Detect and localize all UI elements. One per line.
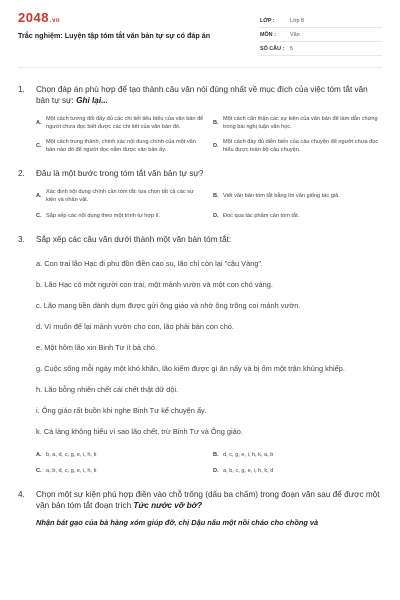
option-text: Sắp xếp các nội dung theo một trình tự hợp lí. — [46, 212, 161, 219]
options — [36, 452, 382, 475]
meta-label: LỚP : — [260, 17, 275, 24]
question-number: 1. — [18, 85, 25, 94]
option-b[interactable] — [213, 189, 382, 204]
meta-value: Lớp 8 — [290, 17, 305, 24]
header-left — [18, 10, 210, 40]
question-text-main: Chọn đáp án phù hợp để tạo thành câu văn nói đúng nhất về mục đích của việc tóm tắt văn bản tự sự: — [36, 85, 368, 105]
question-number: 3. — [18, 235, 25, 245]
option-letter: A. — [36, 119, 42, 126]
option-text: a, b, c, g, e, i, h, k, d — [223, 467, 274, 474]
sentence-item: h. Lão bỗng nhiên chết cái chết thật dữ dội. — [36, 385, 179, 395]
option-b[interactable] — [213, 452, 382, 460]
question-head — [18, 234, 382, 245]
meta-label: MÔN : — [260, 31, 276, 38]
sentence-item: c. Lão mang tiền dành dụm được gửi ông giáo và nhờ ông trông coi mảnh vườn. — [36, 301, 301, 311]
question-text — [36, 489, 382, 511]
question-4 — [18, 489, 382, 528]
page-title: Trắc nghiệm: Luyện tập tóm tắt văn bản tự sự có đáp án — [18, 31, 211, 40]
header — [18, 10, 382, 68]
option-text: b, a, d, c, g, e, i, h, k — [46, 452, 97, 459]
option-letter: B. — [213, 119, 219, 126]
option-letter: A. — [36, 452, 42, 459]
sentence-item: e. Một hôm lão xin Binh Tư ít bả chó. — [36, 343, 158, 353]
option-text: a, b, d, c, g, e, i, h, k — [46, 467, 97, 474]
question-emphasis: Ghi lại... — [76, 96, 108, 105]
meta-row-subject — [260, 28, 382, 42]
meta-label: SỐ CÂU : — [260, 45, 285, 52]
sentence-list — [36, 253, 382, 442]
option-letter: C. — [36, 142, 42, 149]
brand-logo[interactable] — [18, 10, 210, 25]
option-text: d, c, g, e, i, h, k, a, b — [223, 452, 274, 459]
option-letter: D. — [213, 142, 219, 149]
brand-name: 2048 — [18, 10, 49, 25]
option-letter: A. — [36, 193, 42, 200]
option-a[interactable] — [36, 189, 205, 204]
option-b[interactable] — [213, 116, 382, 131]
meta-value: Văn — [290, 31, 300, 38]
sentence-item: k. Cả làng không hiểu vì sao lão chết, trừ Binh Tư và Ông giáo. — [36, 427, 243, 437]
question-head — [18, 84, 382, 106]
option-d[interactable] — [213, 468, 382, 476]
meta-row-class — [260, 14, 382, 28]
question-text-main: Chọn một sự kiện phù hợp điền vào chỗ trống (dấu ba chấm) trong đoạn văn sau để được một văn bản tóm tắt đoạn trích — [36, 490, 380, 511]
question-1 — [18, 84, 382, 154]
sentence-item: b. Lão Hạc có một người con trai, một mảnh vườn và một con chó vàng. — [36, 280, 273, 290]
question-head — [18, 168, 382, 179]
sentence-item: d. Vì muốn để lại mảnh vườn cho con, lão phải bán con chó. — [36, 322, 234, 332]
option-text: Một cách tương đối đầy đủ các chi tiết tiêu biểu của văn bản để người chưa đọc biết được các chi tiết của văn bản đó. — [46, 116, 204, 130]
meta-row-count — [260, 42, 382, 56]
option-a[interactable] — [36, 116, 205, 131]
question-3 — [18, 234, 382, 475]
question-number: 4. — [18, 490, 25, 500]
option-letter: D. — [213, 212, 219, 219]
option-letter: D. — [213, 467, 219, 474]
meta-box — [260, 14, 382, 56]
option-letter: C. — [36, 467, 42, 474]
question-emphasis: Tức nước vỡ bờ — [133, 501, 198, 511]
option-letter: B. — [213, 452, 219, 459]
question-text: Sắp xếp các câu văn dưới thành một văn bản tóm tắt: — [36, 235, 232, 245]
option-text: Một cách cẩn thận các sự kiện của văn bản để làm dẫn chứng trong bài nghị luận văn học. — [223, 116, 378, 130]
option-letter: C. — [36, 212, 42, 219]
option-text: Xác định nội dung chính cần tóm tắt: lựa chọn tất cả các sự kiện và nhân vật. — [46, 189, 194, 203]
question-number: 2. — [18, 169, 25, 179]
options — [36, 116, 382, 154]
options — [36, 189, 382, 220]
option-d[interactable] — [213, 213, 382, 221]
option-text: Viết văn bản tóm tắt bằng lời văn giống tác giả. — [223, 193, 340, 200]
option-c[interactable] — [36, 213, 205, 221]
question-2 — [18, 168, 382, 220]
question-text: Đâu là một bước trong tóm tắt văn bản tự sự? — [36, 169, 204, 179]
option-c[interactable] — [36, 139, 205, 154]
question-head — [18, 489, 382, 511]
option-text: Đọc qua tác phẩm cần tóm tắt. — [223, 212, 300, 219]
option-letter: B. — [213, 193, 219, 200]
option-text: Một cách trung thành, chính xác nội dung chính của một văn bản nào đó để người đọc nắm được văn bản ấy. — [46, 139, 196, 153]
sentence-item: i. Ông giáo rất buồn khi nghe Binh Tư kể chuyện ấy. — [36, 406, 207, 416]
brand-suffix: .vn — [49, 18, 61, 24]
meta-value: 5 — [290, 45, 293, 52]
question-text — [36, 84, 382, 106]
option-text: Một cách đầy đủ diễn biến của câu chuyện để người chưa đọc hiểu được toàn bộ câu chuyện. — [223, 139, 379, 153]
option-c[interactable] — [36, 468, 205, 476]
sentence-item: g. Cuộc sống mỗi ngày một khó khăn, lão kiếm được gì ăn nấy và bị ốm một trận khủng khiếp. — [36, 364, 345, 374]
question-after: ? — [197, 501, 203, 511]
passage-text: Nhận bát gạo của bà hàng xóm giúp đỡ, chị Dậu nấu một nồi cháo cho chồng và — [36, 518, 319, 528]
option-a[interactable] — [36, 452, 205, 460]
option-d[interactable] — [213, 139, 382, 154]
sentence-item: a. Con trai lão Hạc đi phu đồn điền cao su, lão chỉ còn lại "cậu Vàng". — [36, 259, 264, 269]
